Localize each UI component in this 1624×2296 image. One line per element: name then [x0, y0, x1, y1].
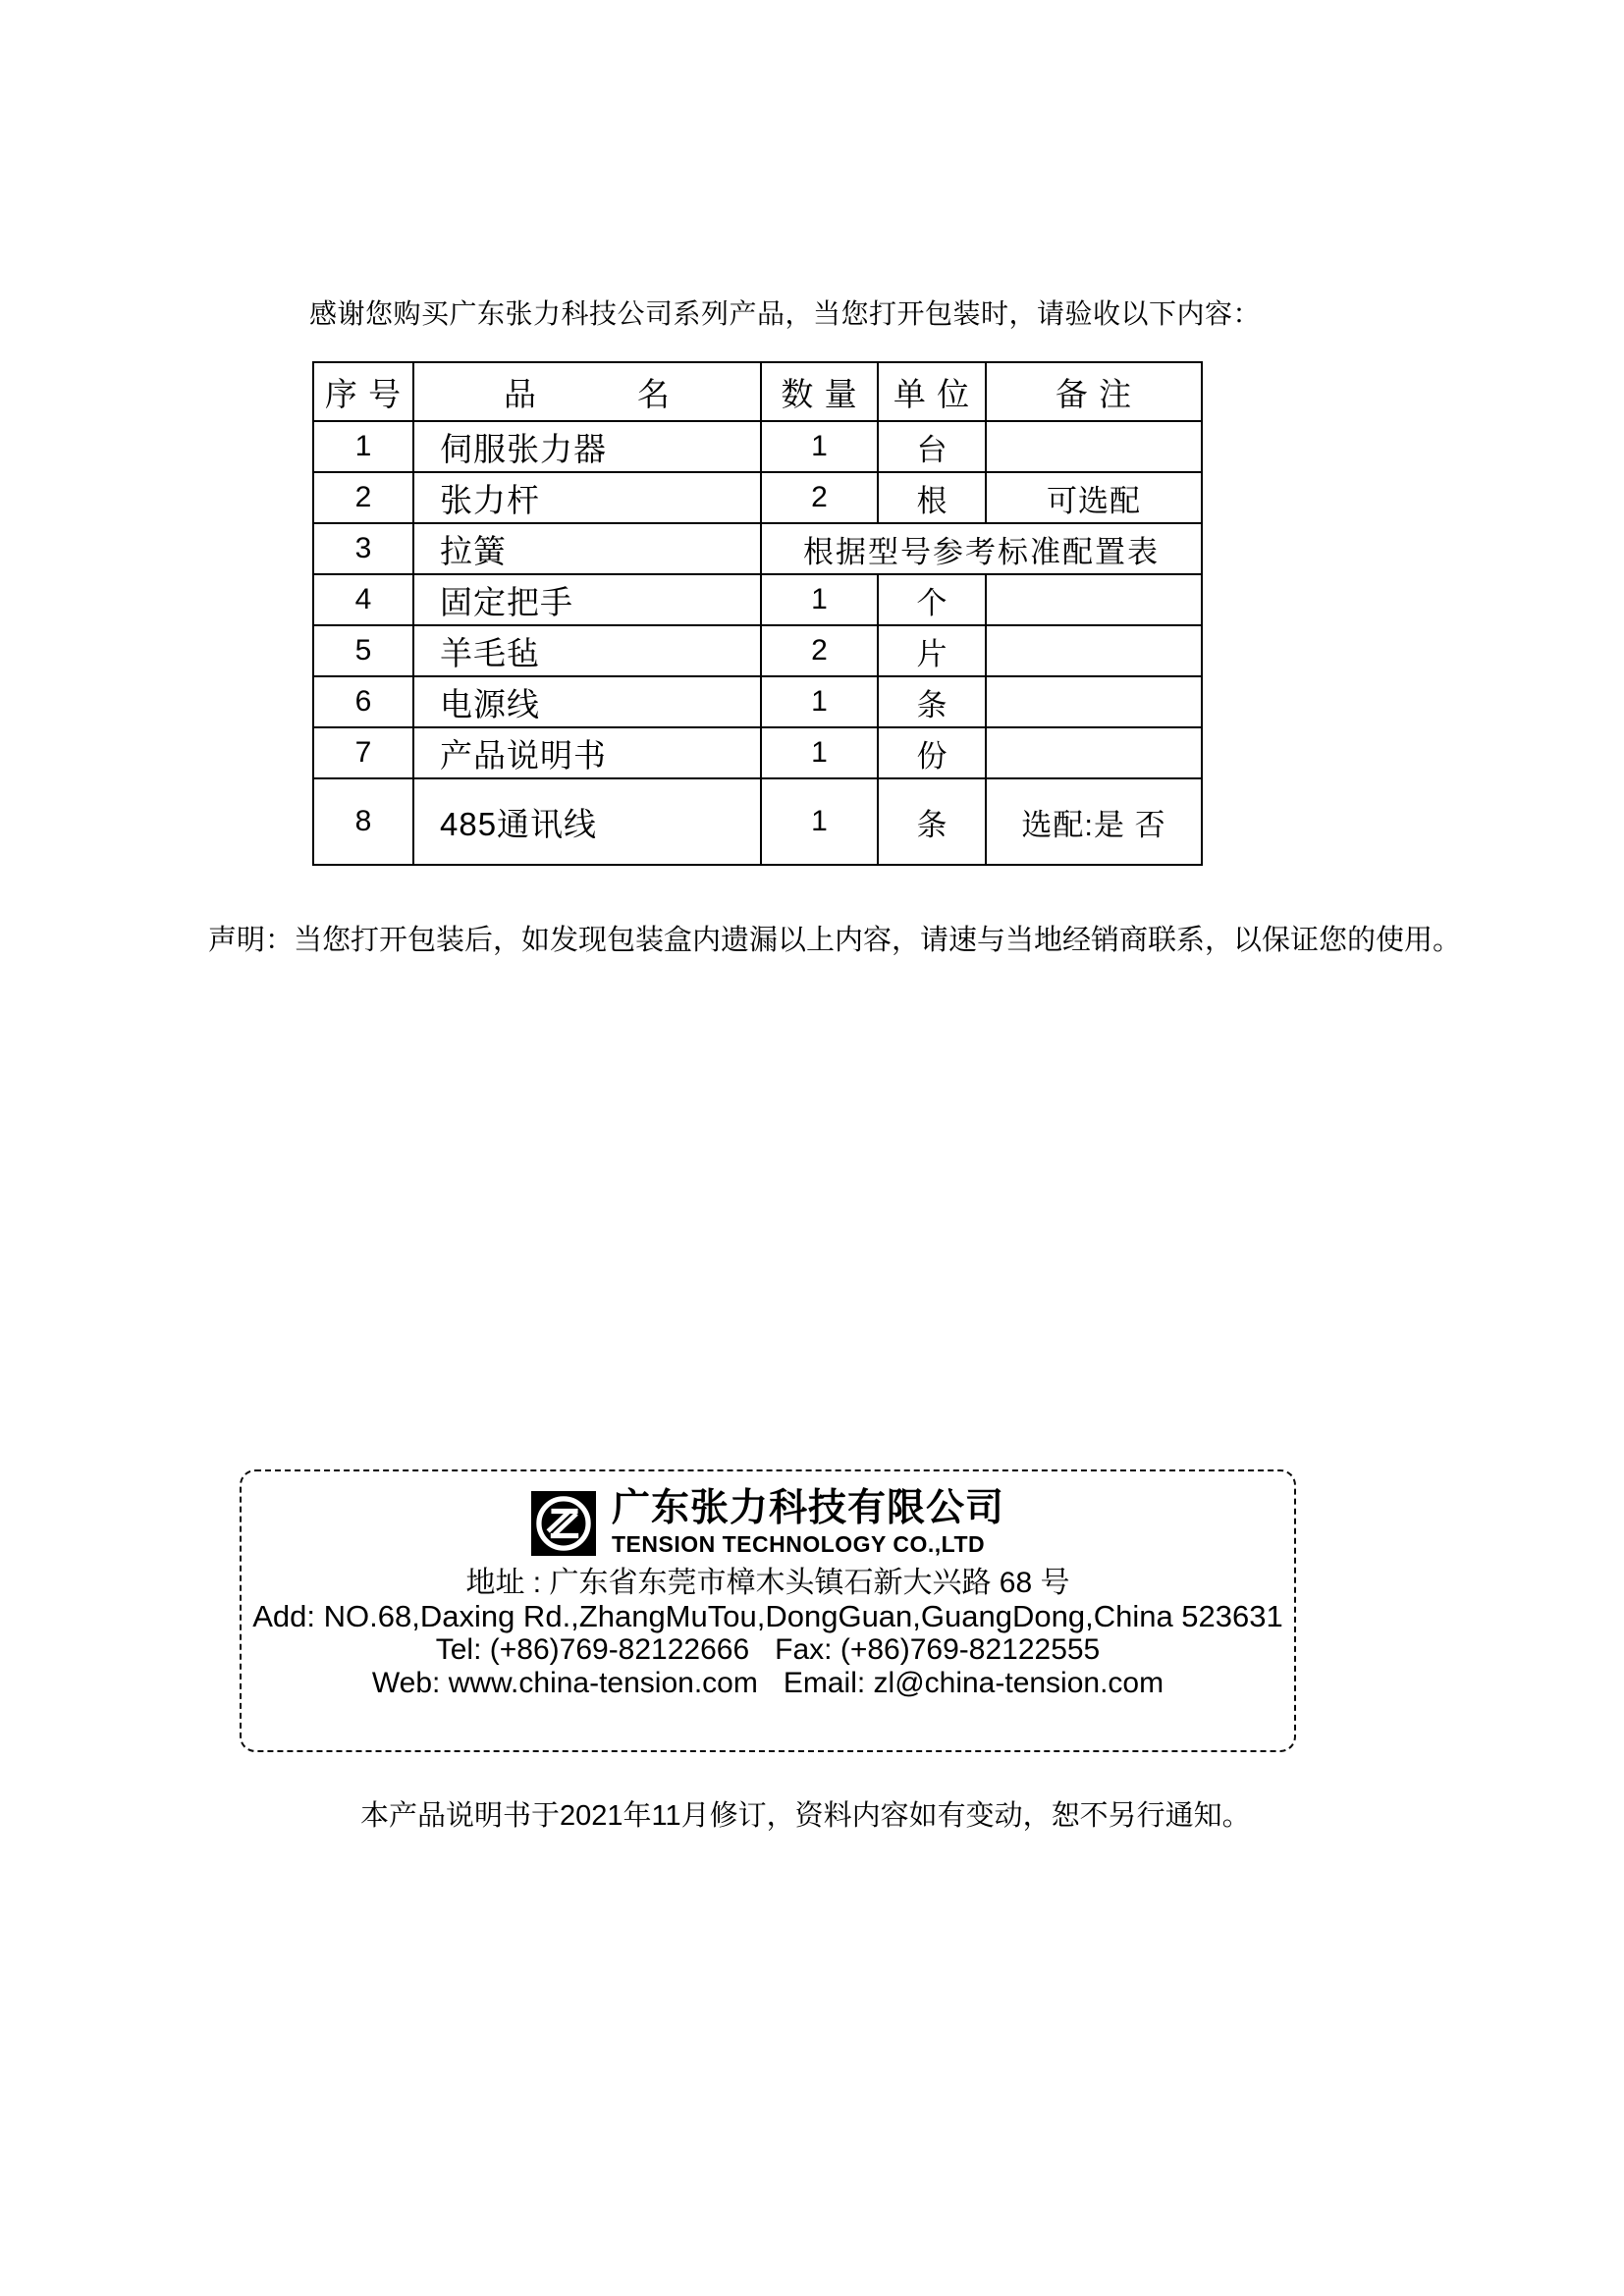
- table-row: [313, 574, 1202, 625]
- item-unit: 台: [878, 421, 986, 472]
- company-name-en: TENSION TECHNOLOGY CO.,LTD: [611, 1531, 986, 1558]
- item-quantity: 1: [761, 727, 878, 778]
- table-row: [313, 727, 1202, 778]
- intro-text: 感谢您购买广东张力科技公司系列产品，当您打开包装时，请验收以下内容：: [309, 298, 1262, 329]
- item-note: [986, 676, 1202, 727]
- company-tel: Tel: (+86)769-82122666: [435, 1633, 750, 1666]
- table-row: [313, 625, 1202, 676]
- table-header-row: [313, 362, 1202, 421]
- item-unit: 条: [878, 778, 986, 865]
- row-no: 3: [313, 523, 413, 574]
- company-fax: Fax: (+86)769-82122555: [775, 1633, 1101, 1666]
- item-name: 伺服张力器: [413, 421, 761, 472]
- table-row: [313, 676, 1202, 727]
- item-name: 产品说明书: [413, 727, 761, 778]
- row-no: 1: [313, 421, 413, 472]
- item-name: 485通讯线: [413, 778, 761, 865]
- item-note: 可选配: [986, 472, 1202, 523]
- revision-note: 本产品说明书于2021年11月修订，资料内容如有变动，恕不另行通知。: [360, 1800, 1251, 1832]
- item-note: [986, 421, 1202, 472]
- company-name-cn: 广东张力科技有限公司: [611, 1486, 1004, 1529]
- item-note: [986, 727, 1202, 778]
- item-unit: 个: [878, 574, 986, 625]
- item-name: 羊毛毡: [413, 625, 761, 676]
- col-header-no: 序 号: [313, 362, 413, 421]
- item-quantity: 1: [761, 421, 878, 472]
- table-row: [313, 778, 1202, 865]
- company-logo-row: [242, 1486, 1294, 1558]
- col-header-name: 品 名: [413, 362, 761, 421]
- row-no: 5: [313, 625, 413, 676]
- item-name: 固定把手: [413, 574, 761, 625]
- tension-z-logo-icon: [531, 1491, 596, 1556]
- col-header-qty: 数 量: [761, 362, 878, 421]
- company-info-box: [240, 1469, 1296, 1752]
- table-row: [313, 421, 1202, 472]
- company-tel-fax-line: [242, 1633, 1294, 1667]
- col-header-note: 备 注: [986, 362, 1202, 421]
- item-unit: 条: [878, 676, 986, 727]
- item-note: [986, 625, 1202, 676]
- company-contact-block: [242, 1567, 1294, 1700]
- col-header-unit: 单 位: [878, 362, 986, 421]
- item-quantity: 1: [761, 574, 878, 625]
- table-row: [313, 472, 1202, 523]
- row-no: 4: [313, 574, 413, 625]
- company-email: Email: zl@china-tension.com: [783, 1667, 1164, 1699]
- company-address-cn: 地址 : 广东省东莞市樟木头镇石新大兴路 68 号: [465, 1567, 1070, 1599]
- company-web-email-line: [242, 1667, 1294, 1700]
- company-web: Web: www.china-tension.com: [371, 1667, 758, 1699]
- statement-text: 声明：当您打开包装后，如发现包装盒内遗漏以上内容，请速与当地经销商联系，以保证您的使用。: [208, 925, 1462, 956]
- item-quantity: 1: [761, 778, 878, 865]
- item-unit: 片: [878, 625, 986, 676]
- row-no: 8: [313, 778, 413, 865]
- package-contents-table: [312, 361, 1203, 866]
- item-note: 选配:是 否: [986, 778, 1202, 865]
- item-unit: 份: [878, 727, 986, 778]
- company-address-en: Add: NO.68,Daxing Rd.,ZhangMuTou,DongGuan,GuangDong,China 523631: [252, 1599, 1283, 1633]
- item-note: [986, 574, 1202, 625]
- item-merged-note: 根据型号参考标准配置表: [761, 523, 1202, 574]
- item-quantity: 1: [761, 676, 878, 727]
- company-names: [611, 1486, 1004, 1559]
- item-name: 电源线: [413, 676, 761, 727]
- item-quantity: 2: [761, 625, 878, 676]
- item-name: 拉簧: [413, 523, 761, 574]
- item-name: 张力杆: [413, 472, 761, 523]
- row-no: 6: [313, 676, 413, 727]
- item-unit: 根: [878, 472, 986, 523]
- table-row: [313, 523, 1202, 574]
- row-no: 7: [313, 727, 413, 778]
- row-no: 2: [313, 472, 413, 523]
- item-quantity: 2: [761, 472, 878, 523]
